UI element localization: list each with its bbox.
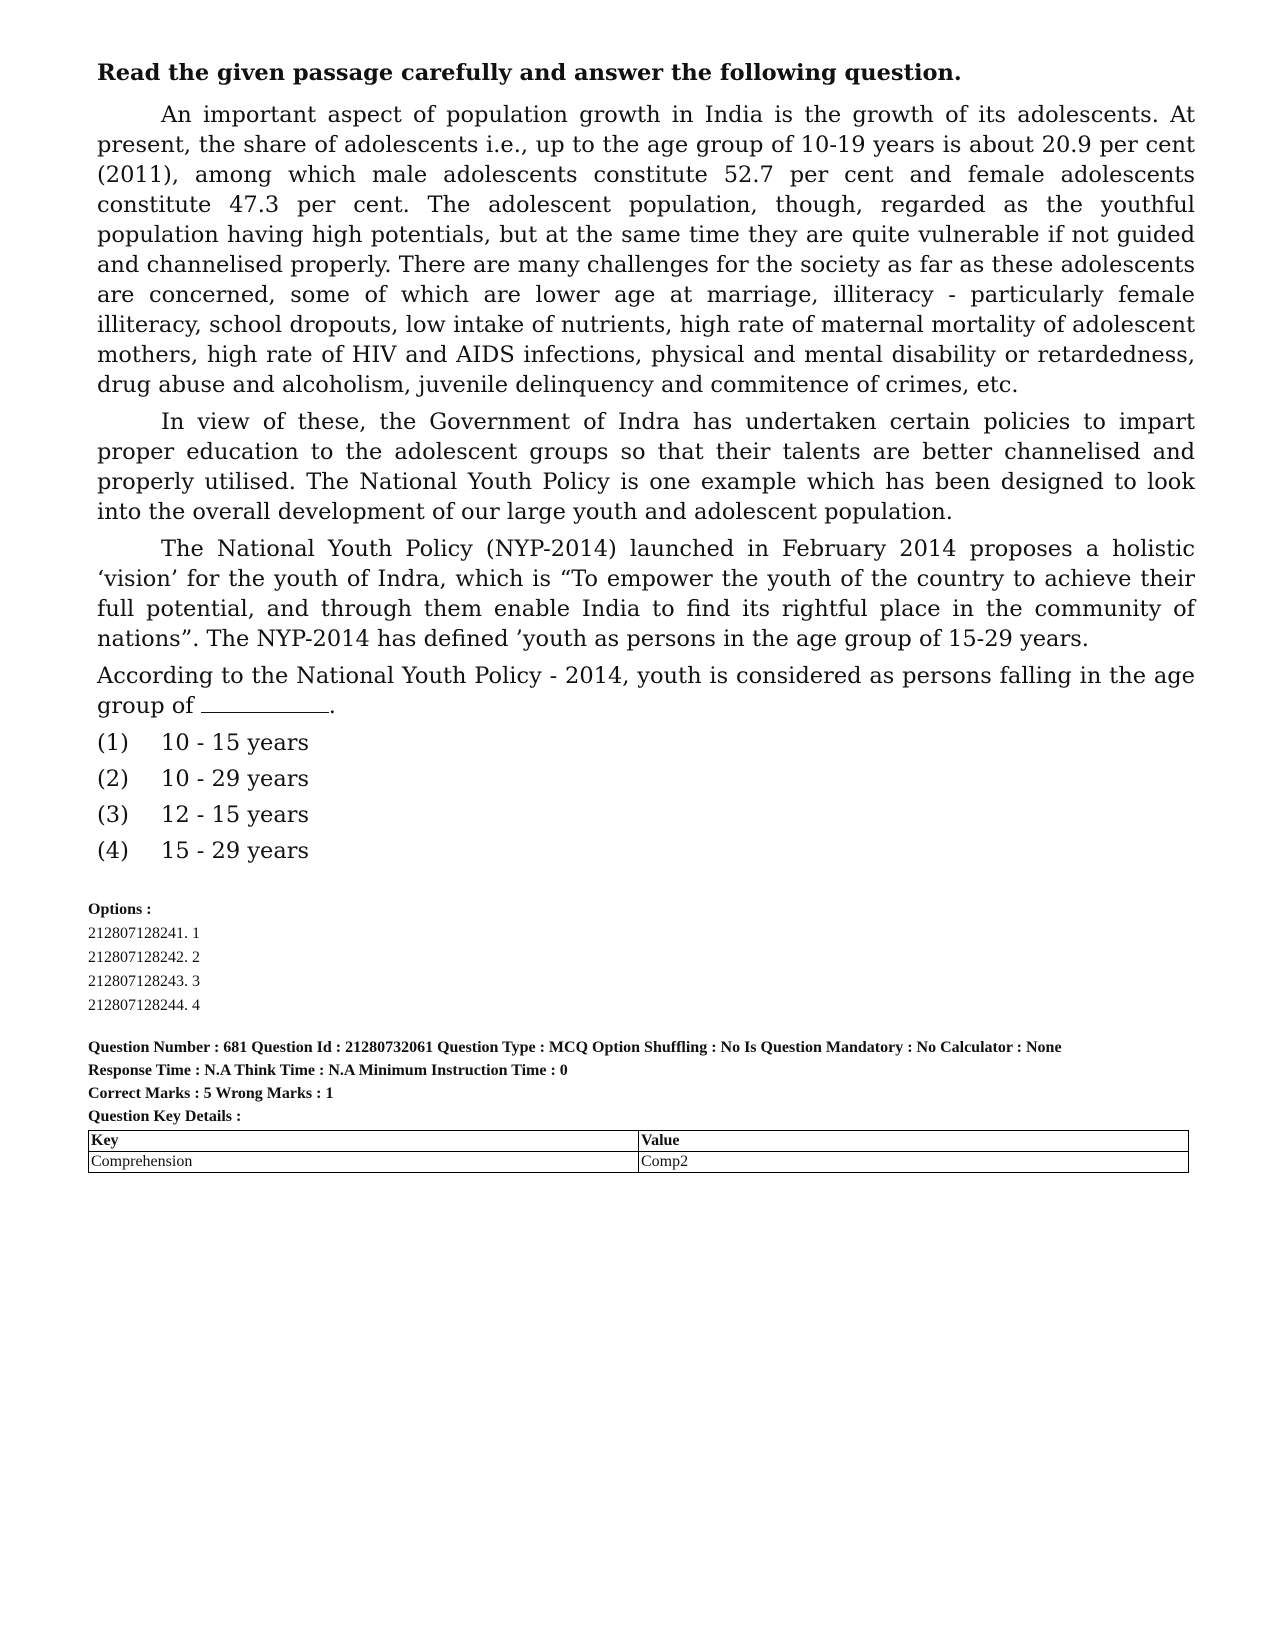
question-stem: According to the National Youth Policy - 2014, youth is considered as persons falling in the age group of: [97, 663, 1195, 719]
options-label: Options :: [88, 901, 152, 918]
choice-4: [97, 833, 1195, 869]
value-header: Value: [639, 1131, 1189, 1152]
value-cell: Comp2: [639, 1152, 1189, 1173]
choice-2: [97, 761, 1195, 797]
choice-number: (3): [97, 802, 129, 828]
choice-text: 15 - 29 years: [161, 838, 310, 864]
passage-paragraph-2: In view of these, the Government of Indra has undertaken certain policies to impart proper education to the adolescent groups so that their talents are better channelised and properly utilised. The National Youth Policy is one example which has been designed to look into the overall development of our large youth and adolescent population.: [97, 409, 1195, 525]
key-header: Key: [89, 1131, 639, 1152]
choice-text: 12 - 15 years: [161, 802, 310, 828]
choice-number: (2): [97, 766, 129, 792]
spacer: [88, 1018, 1188, 1038]
question-end: .: [328, 693, 336, 719]
question-text: [97, 661, 1195, 721]
marks-line: Correct Marks : 5 Wrong Marks : 1: [88, 1085, 334, 1102]
passage-paragraph-1: An important aspect of population growth in India is the growth of its adolescents. At present, the share of adolescents i.e., up to the age group of 10-19 years is about 20.9 per cent (2011), among which male adolescents constitute 52.7 per cent and female adolescents constitute 47.3 per cent. The adolescent population, though, regarded as the youthful population having high potentials, but at the same time they are quite vulnerable if not guided and channelised properly. There are many challenges for the society as far as these adolescents are concerned, some of which are lower age at marriage, illiteracy - particularly female illiteracy, school dropouts, low intake of nutrients, high rate of maternal mortality of adolescent mothers, high rate of HIV and AIDS infections, physical and mental disability or retardedness, drug abuse and alcoholism, juvenile delinquency and commitence of crimes, etc.: [97, 102, 1195, 398]
choice-number: (4): [97, 838, 129, 864]
question-info-line-1: Question Number : 681 Question Id : 21280732061 Question Type : MCQ Option Shuffling : No Is Question Mandatory : No Calculator : None: [88, 1039, 1062, 1056]
option-id-1: 212807128241. 1: [88, 925, 200, 942]
option-id-4: 212807128244. 4: [88, 997, 200, 1014]
question-info-line-2: Response Time : N.A Think Time : N.A Minimum Instruction Time : 0: [88, 1062, 568, 1079]
choice-number: (1): [97, 730, 129, 756]
key-details-label: Question Key Details :: [88, 1108, 242, 1125]
key-details-table: [88, 1130, 1189, 1173]
choice-1: [97, 725, 1195, 761]
passage-paragraph-3: The National Youth Policy (NYP-2014) launched in February 2014 proposes a holistic ‘vision’ for the youth of Indra, which is “To empower the youth of the country to achieve their full potential, and through them enable India to find its rightful place in the community of nations”. The NYP-2014 has defined ’youth as persons in the age group of 15-29 years.: [97, 536, 1195, 652]
passage-block: [97, 58, 1195, 869]
key-cell: Comprehension: [89, 1152, 639, 1173]
answer-blank: [201, 692, 329, 713]
option-id-2: 212807128242. 2: [88, 949, 200, 966]
choice-text: 10 - 15 years: [161, 730, 310, 756]
option-id-3: 212807128243. 3: [88, 973, 200, 990]
instruction-heading: Read the given passage carefully and answer the following question.: [97, 60, 962, 86]
choice-text: 10 - 29 years: [161, 766, 310, 792]
question-metadata: [88, 898, 1188, 1173]
table-row: [89, 1152, 1189, 1173]
choice-3: [97, 797, 1195, 833]
table-header-row: [89, 1131, 1189, 1152]
